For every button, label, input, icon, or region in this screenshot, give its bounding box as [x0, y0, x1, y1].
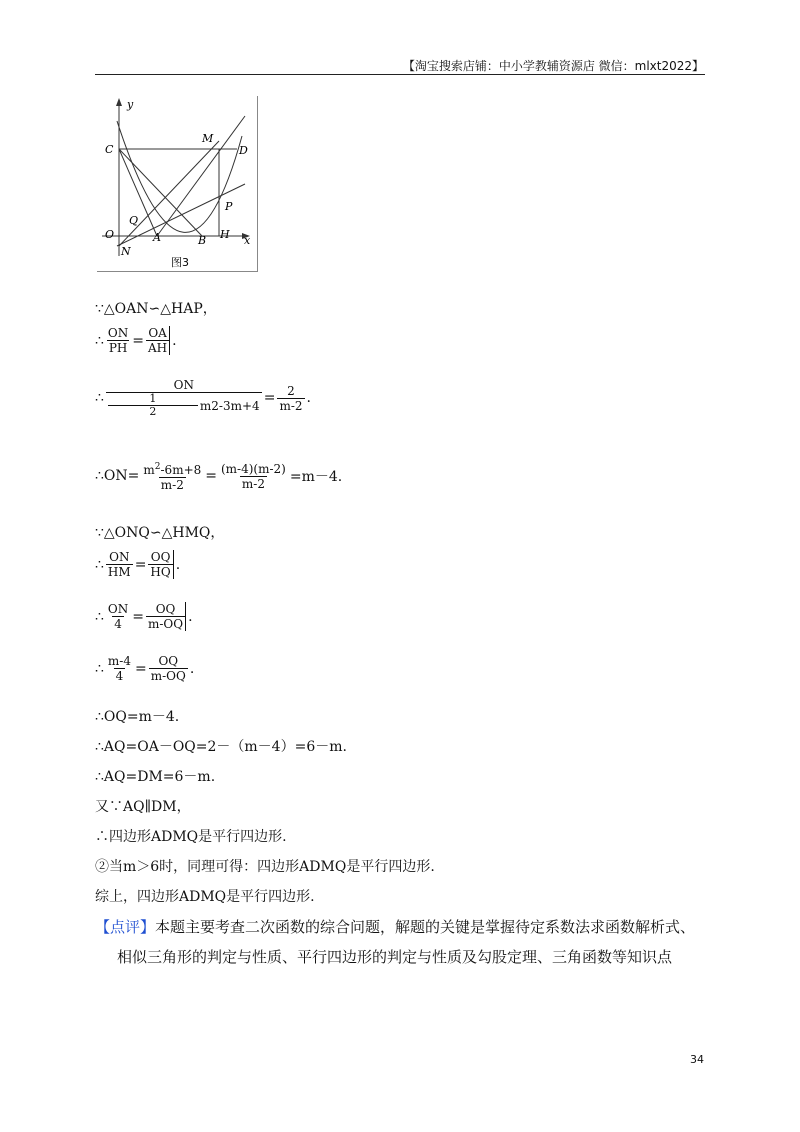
- period: .: [306, 390, 311, 406]
- label-p: P: [225, 200, 233, 213]
- comment-line-2: 相似三角形的判定与性质、平行四边形的判定与性质及勾股定理、三角函数等知识点: [117, 948, 673, 966]
- denominator: PH: [108, 341, 128, 355]
- page-number: 34: [690, 1053, 704, 1066]
- period: .: [188, 608, 193, 625]
- line-6: [95, 550, 180, 579]
- equals-sign: =: [132, 332, 144, 349]
- line-1: ∵△OAN∽△HAP，: [95, 301, 217, 317]
- label-y: y: [127, 98, 134, 111]
- period: .: [175, 556, 181, 573]
- fraction: [106, 654, 133, 683]
- denominator: HM: [107, 565, 131, 579]
- numerator: OQ: [155, 602, 176, 616]
- equals-sign: =: [134, 556, 147, 573]
- line-10: ∴AQ=OA－OQ=2－（m－4）=6－m.: [95, 739, 347, 755]
- page-header: 【淘宝搜索店铺：中小学教辅资源店 微信：mlxt2022】: [402, 59, 704, 73]
- period: .: [189, 660, 195, 677]
- line-9: ∴OQ=m－4.: [95, 709, 180, 725]
- fraction: [106, 550, 133, 579]
- denominator: 4: [115, 669, 124, 683]
- fraction: [106, 326, 130, 355]
- line-2: [95, 326, 177, 355]
- line-8: [95, 654, 194, 683]
- label-o: O: [105, 228, 115, 241]
- numerator-rest: -6m+8: [160, 463, 202, 477]
- fraction: [106, 602, 130, 631]
- fraction: [146, 602, 186, 631]
- comment-tag: 【点评】: [95, 918, 156, 936]
- label-x: x: [244, 234, 251, 247]
- line-4: [95, 460, 342, 492]
- fraction: [106, 378, 262, 418]
- denominator: [106, 392, 262, 418]
- fraction: [149, 654, 188, 683]
- numerator: OQ: [158, 654, 179, 668]
- line-3: [95, 378, 311, 418]
- comment-text-1: 本题主要考查二次函数的综合问题，解题的关键是掌握待定系数法求函数解析式、: [155, 918, 696, 936]
- numerator: m-4: [107, 654, 131, 668]
- numerator: 1: [149, 392, 157, 405]
- numerator: (m-4)(m-2): [221, 461, 286, 476]
- fraction: [141, 460, 203, 492]
- exponent: 2: [154, 462, 161, 472]
- line-14: ②当m＞6时，同理可得：四边形ADMQ是平行四边形.: [95, 859, 435, 875]
- numerator: ON: [107, 326, 129, 340]
- label-d: D: [239, 144, 248, 157]
- therefore-symbol: ∴: [95, 390, 104, 406]
- numerator: ON: [109, 550, 130, 564]
- fraction: [219, 462, 288, 491]
- geometry-diagram: [97, 96, 257, 271]
- label-q: Q: [129, 214, 139, 227]
- fraction: [148, 550, 173, 579]
- denominator: m-OQ: [150, 669, 186, 683]
- line-7: [95, 602, 193, 631]
- label-m: M: [202, 132, 214, 145]
- therefore-symbol: ∴: [95, 608, 104, 625]
- denominator: HQ: [150, 565, 171, 579]
- result: =m－4.: [289, 469, 343, 485]
- equals-sign: =: [135, 660, 147, 677]
- on-prefix: ∴ON=: [95, 468, 140, 484]
- denominator: m-2: [279, 398, 303, 413]
- numerator: ON: [173, 378, 194, 392]
- equals-sign: =: [263, 390, 276, 406]
- equals-sign: =: [205, 468, 217, 484]
- denominator: m-OQ: [148, 617, 184, 631]
- comment-line-1: [95, 916, 695, 937]
- denominator: m-2: [241, 476, 265, 491]
- denominator: 4: [114, 617, 122, 631]
- fraction: [146, 326, 170, 355]
- label-h: H: [220, 228, 230, 241]
- y-axis-arrow: [116, 98, 122, 106]
- label-b: B: [198, 234, 207, 247]
- line-5: ∵△ONQ∽△HMQ，: [95, 525, 225, 541]
- numerator: [141, 460, 203, 477]
- half-fraction: [108, 393, 198, 418]
- numerator-base: m: [143, 463, 155, 477]
- figure-caption: 图3: [171, 256, 189, 269]
- therefore-symbol: ∴: [95, 660, 104, 677]
- denominator-expression: m2-3m+4: [199, 398, 260, 413]
- therefore-symbol: ∴: [95, 332, 104, 349]
- figure-3: [97, 96, 258, 272]
- denominator: m-2: [160, 478, 184, 492]
- line-15: 综上，四边形ADMQ是平行四边形.: [95, 889, 315, 905]
- label-n: N: [121, 245, 131, 258]
- label-a: A: [153, 231, 161, 244]
- line-12: 又∵AQ∥DM，: [95, 799, 191, 815]
- label-c: C: [105, 143, 114, 156]
- line-am: [157, 116, 245, 236]
- numerator: 2: [287, 383, 295, 398]
- line-11: ∴AQ=DM=6－m.: [95, 769, 216, 785]
- header-divider: [95, 74, 705, 75]
- numerator: ON: [107, 602, 129, 616]
- line-13: ∴四边形ADMQ是平行四边形.: [95, 829, 287, 845]
- denominator: AH: [148, 341, 168, 355]
- period: .: [172, 332, 177, 349]
- numerator: OA: [148, 326, 167, 340]
- therefore-symbol: ∴: [95, 556, 104, 573]
- numerator: OQ: [150, 550, 171, 564]
- fraction: [277, 384, 304, 413]
- equals-sign: =: [132, 608, 144, 625]
- denominator: 2: [108, 405, 198, 418]
- line-nm: [119, 141, 219, 246]
